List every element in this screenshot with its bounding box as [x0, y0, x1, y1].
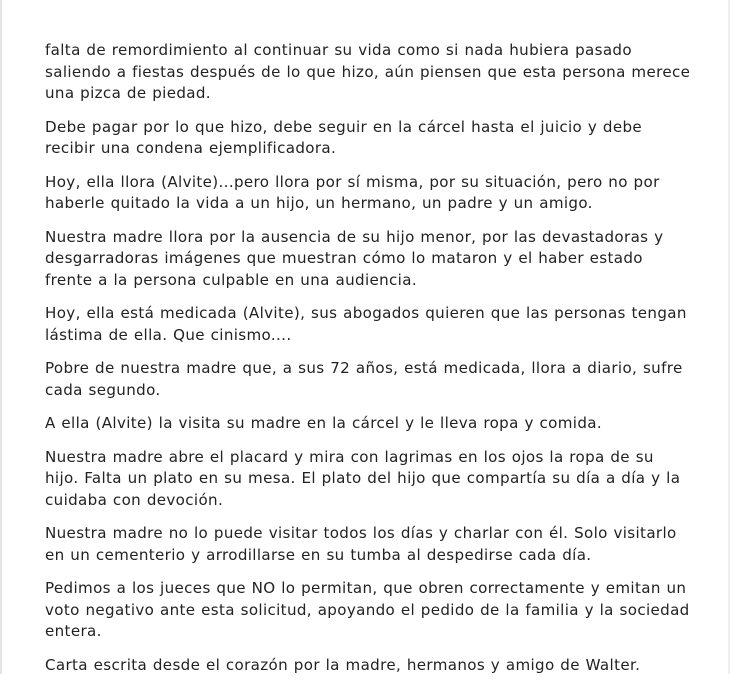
paragraph: Nuestra madre llora por la ausencia de su hijo menor, por las devastadoras y desgarradoras imágenes que muestran cómo lo mataron y el haber estado frente a la persona culpable en una audiencia.: [45, 227, 664, 289]
letter-body: [45, 40, 693, 688]
paragraph: Hoy, ella está medicada (Alvite), sus abogados quieren que las personas tengan lástima de ella. Que cinismo....: [45, 304, 687, 344]
page-left-edge: [0, 0, 2, 674]
paragraph: Nuestra madre abre el placard y mira con lagrimas en los ojos la ropa de su hijo. Falta un plato en su mesa. El plato del hijo que compartía su día a día y la cuidaba con devoción.: [45, 447, 681, 509]
paragraph: Hoy, ella llora (Alvite)...pero llora por sí misma, por su situación, pero no por haberle quitado la vida a un hijo, un hermano, un padre y un amigo.: [45, 172, 660, 212]
paragraph: falta de remordimiento al continuar su vida como si nada hubiera pasado saliendo a fiestas después de lo que hizo, aún piensen que esta persona merece una pizca de piedad.: [45, 41, 691, 102]
letter-signature: Carta escrita desde el corazón por la madre, hermanos y amigo de Walter.: [45, 655, 641, 674]
paragraph: Pedimos a los jueces que NO lo permitan, que obren correctamente y emitan un voto negativo ante esta solicitud, apoyando el pedido de la familia y la sociedad entera.: [45, 579, 690, 640]
paragraph: Nuestra madre no lo puede visitar todos los días y charlar con él. Solo visitarlo en un cementerio y arrodillarse en su tumba al despedirse cada día.: [45, 524, 677, 564]
paragraph: A ella (Alvite) la visita su madre en la cárcel y le lleva ropa y comida.: [45, 414, 603, 432]
paragraph: Pobre de nuestra madre que, a sus 72 años, está medicada, llora a diario, sufre cada segundo.: [45, 359, 683, 399]
paragraph: Debe pagar por lo que hizo, debe seguir en la cárcel hasta el juicio y debe recibir una condena ejemplificadora.: [45, 117, 643, 157]
